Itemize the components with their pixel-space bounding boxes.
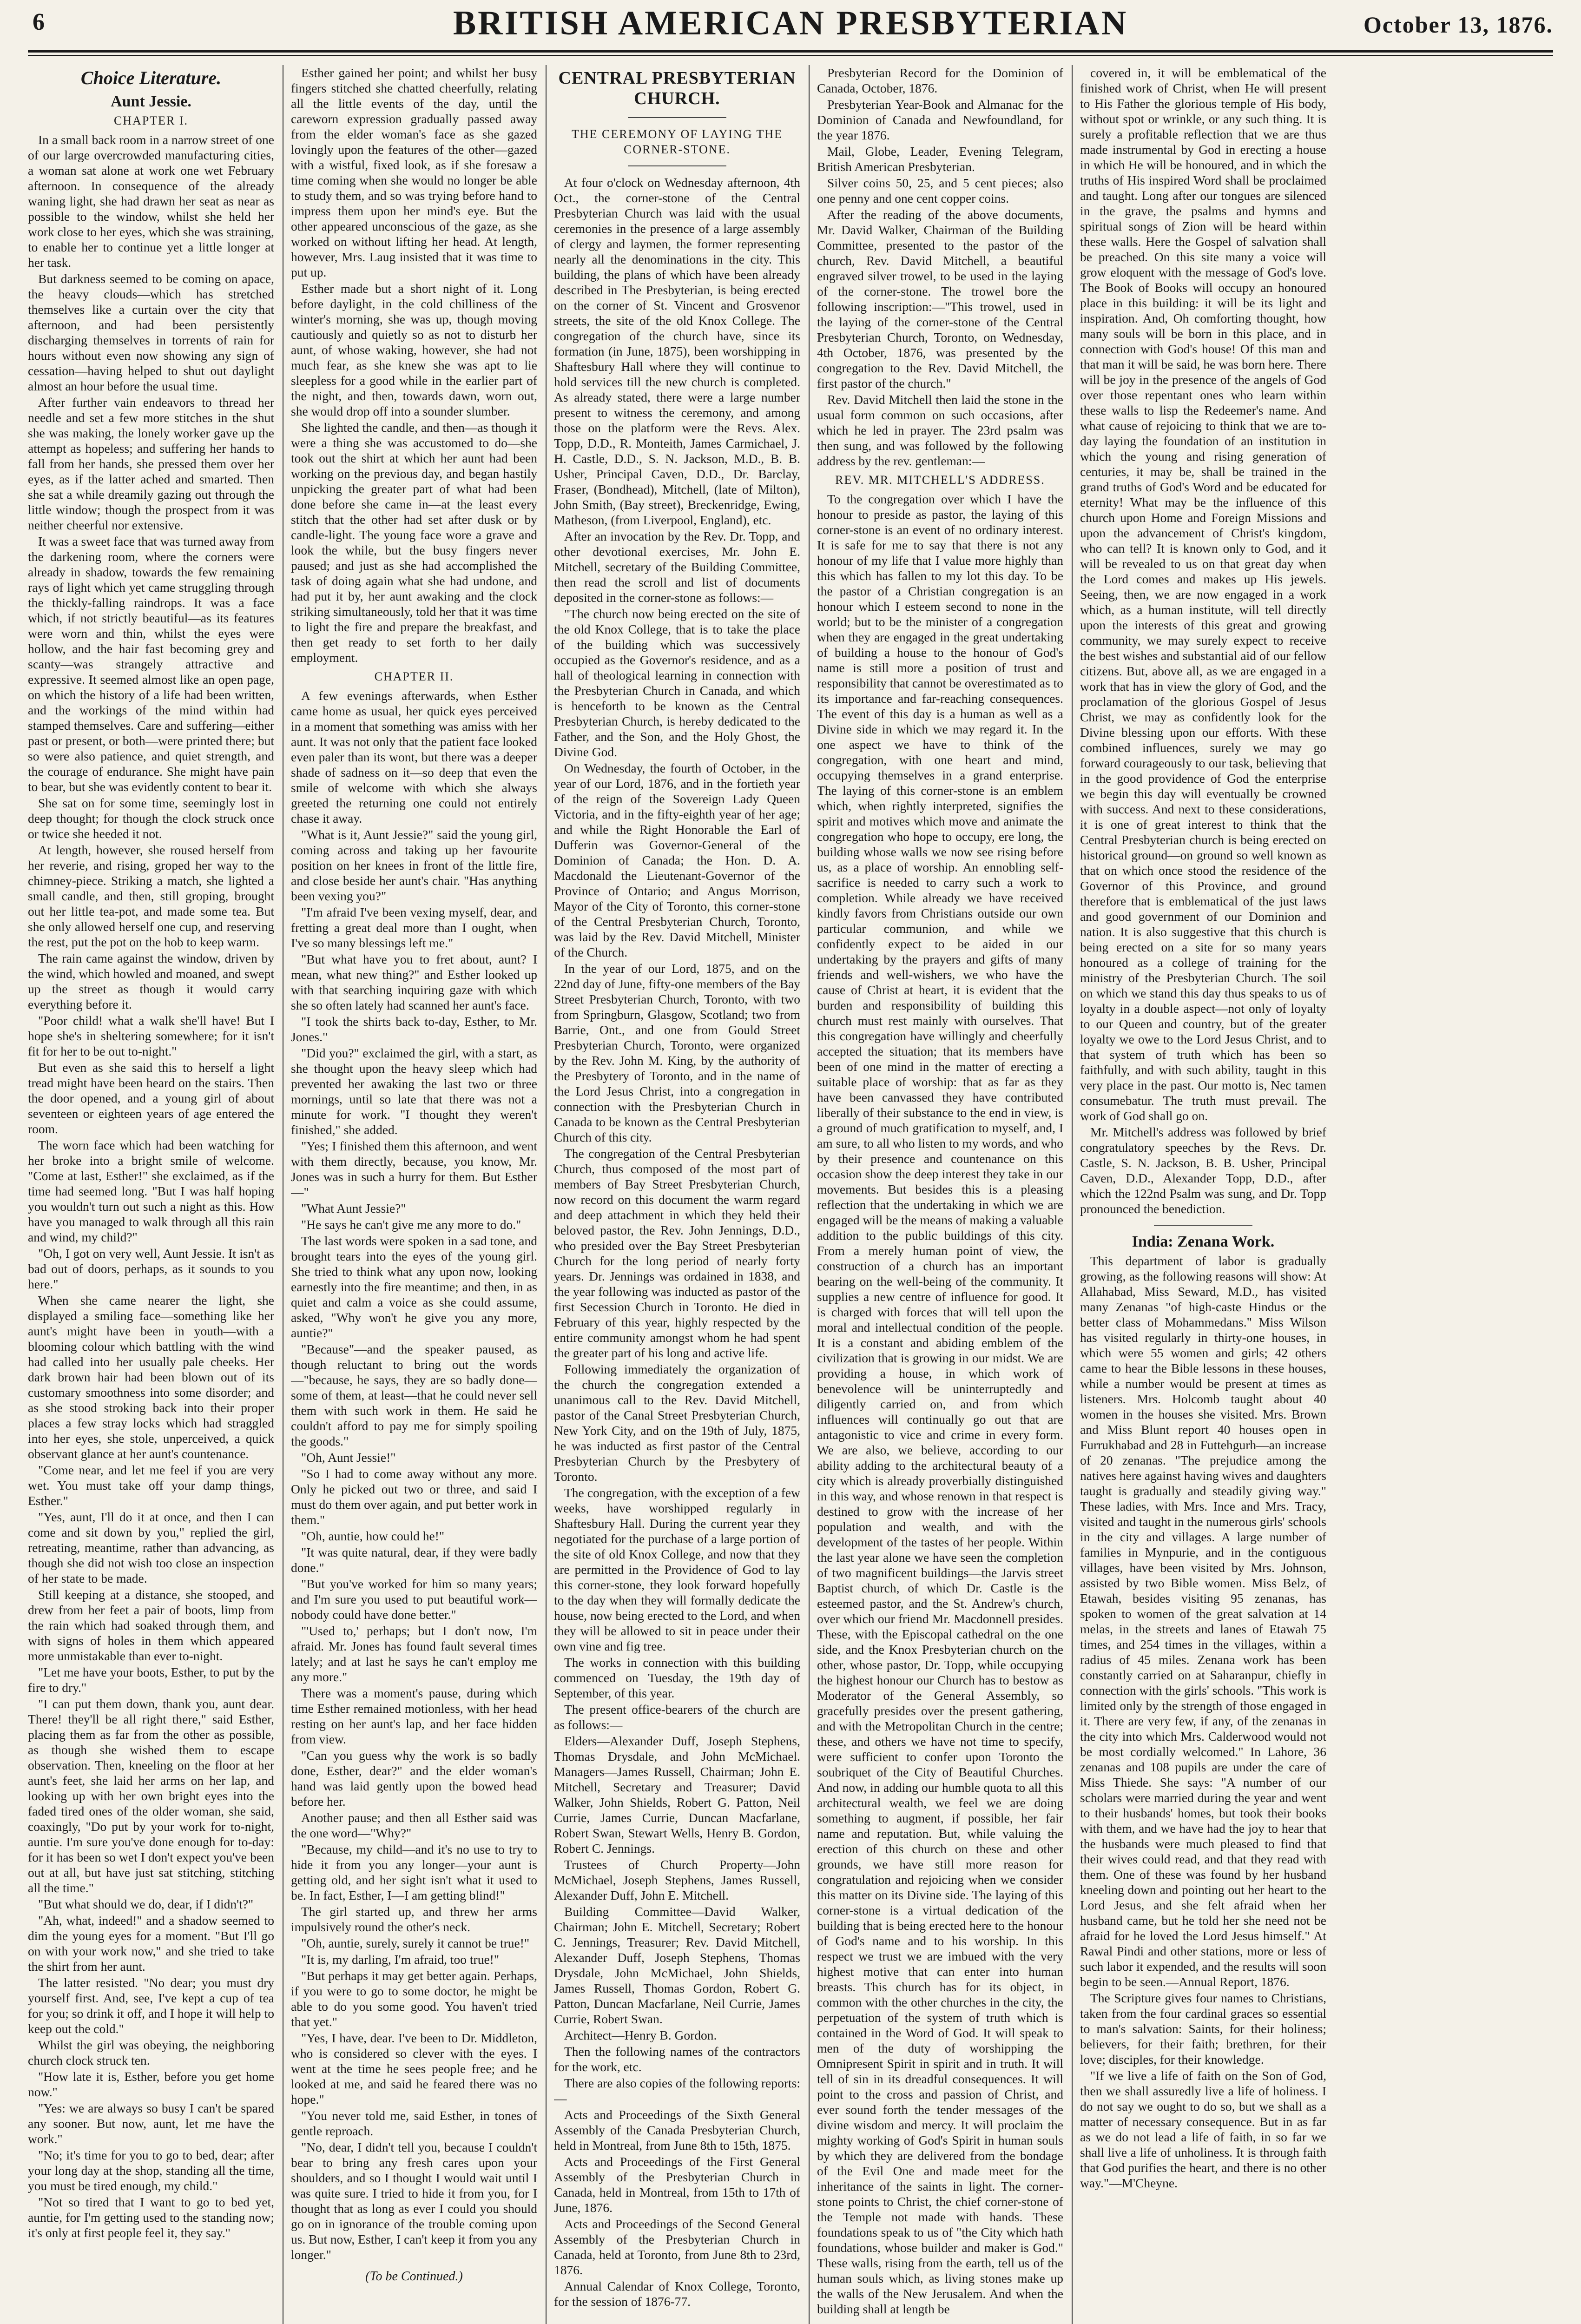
paragraph: "I took the shirts back to-day, Esther, to Mr. Jones." — [291, 1014, 537, 1044]
paragraph: "Not so tired that I want to go to bed yet, auntie, for I'm getting used to the standing now; it's only at first people feel it, they say." — [28, 2195, 274, 2240]
chapter-heading: CHAPTER II. — [374, 670, 454, 683]
paragraph: "But what have you to fret about, aunt? I mean, what new thing?" and Esther looked up with that searching inquiring gaze with which she so often lately had scanned her aunt's face. — [291, 952, 537, 1012]
paragraph: Then the following names of the contractors for the work, etc. — [554, 2044, 800, 2074]
paragraph: Acts and Proceedings of the Second General Assembly of the Presbyterian Church in Canada, held at Toronto, from June 8th to 23rd, 1876. — [554, 2217, 800, 2277]
paragraph: Elders—Alexander Duff, Joseph Stephens, Thomas Drysdale, and John McMichael. Managers—James Russell, Chairman; John E. Mitchell, Secretary and Treasurer; David Walker, John Shields, Robert G. Patton, Neil Currie, James Currie, Duncan Macfarlane, Robert Swan, Stewart Wells, Henry B. Gordon, Robert C. Jennings. — [554, 1734, 800, 1855]
column-body — [817, 65, 1063, 2317]
paragraph: In the year of our Lord, 1875, and on the 22nd day of June, fifty-one members of the Bay Street Presbyterian Church, Toronto, with two from Springburn, Glasgow, Scotland; two from Barrie, Ont., and one from Gould Street Presbyterian Church, Toronto, were organized by the Rev. John M. King, by the authority of the Presbytery of Toronto, and in the name of the Lord Jesus Christ, into a congregation in connection with the Presbyterian Church in Canada to be known as the Central Presbyterian Church of this city. — [554, 961, 800, 1144]
paragraph: "Because"—and the speaker paused, as though reluctant to bring out the words—"because, he says, they are so badly done—some of them, at least—that he could never sell them with such work in them. He said he couldn't afford to pay me for simply spoiling the goods." — [291, 1342, 537, 1448]
paragraph: It was a sweet face that was turned away from the darkening room, where the corners were already in shadow, towards the few remaining rays of light which yet came struggling through the thickly-falling raindrops. It was a face which, if not strictly beautiful—as its features were worn and thin, whilst the eyes were hollow, and the hair fast becoming grey and scanty—was strangely attractive and expressive. It seemed almost like an open page, on which the history of a life had been written, and the workings of the mind within had stamped themselves. Care and suffering—either past or present, or both—were printed there; but so were also patience, and quiet strength, and the courage of endurance. She might have pain to bear, but she was evidently content to bear it. — [28, 534, 274, 794]
paragraph: Esther made but a short night of it. Long before daylight, in the cold chilliness of the winter's morning, she was up, though moving cautiously and quietly so as not to disturb her aunt, of whose waking, however, she had not much fear, as she knew she was apt to lie sleepless for a good while in the earlier part of the night, and then, towards dawn, worn out, she would drop off into a sounder slumber. — [291, 281, 537, 418]
column-body — [1080, 65, 1326, 2191]
paragraph: "Did you?" exclaimed the girl, with a start, as she thought upon the heavy sleep which had prevented her awaking the last two or three mornings, until so late that there was not a minute for work. "I thought they weren't finished," she added. — [291, 1046, 537, 1137]
paragraph: The worn face which had been watching for her broke into a bright smile of welcome. "Come at last, Esther!" she exclaimed, as if the time had seemed long. "But I was half hoping you wouldn't turn out such a night as this. How have you managed to walk through all this rain and wind, my child?" — [28, 1138, 274, 1244]
column-5 — [1080, 65, 1326, 2324]
paragraph: The girl started up, and threw her arms impulsively round the other's neck. — [291, 1904, 537, 1934]
paragraph: "Yes; I finished them this afternoon, and went with them directly, because, you know, Mr. Jones was in such a hurry for them. But Esther—" — [291, 1139, 537, 1199]
paragraph: "Let me have your boots, Esther, to put by the fire to dry." — [28, 1665, 274, 1695]
paragraph: "How late it is, Esther, before you get home now." — [28, 2069, 274, 2099]
story-title: Aunt Jessie. — [111, 93, 191, 110]
column-rule — [809, 65, 810, 2324]
paragraph: "It was quite natural, dear, if they were badly done." — [291, 1545, 537, 1575]
paragraph: "Oh, auntie, surely, surely it cannot be true!" — [301, 1936, 530, 1950]
paragraph: Another pause; and then all Esther said was the one word—"Why?" — [291, 1810, 537, 1840]
paragraph: The works in connection with this building commenced on Tuesday, the 19th day of September, of this year. — [554, 1655, 800, 1700]
divider — [1154, 1225, 1252, 1226]
paragraph: Mail, Globe, Leader, Evening Telegram, British American Presbyterian. — [817, 144, 1063, 174]
column-3 — [554, 65, 800, 2324]
paragraph: "He says he can't give me any more to do." — [301, 1217, 521, 1232]
paragraph: The congregation, with the exception of a few weeks, have worshipped regularly in Shaftesbury Hall. During the current year they negotiated for the purchase of a large portion of the site of old Knox College, and now that they are permitted in the Providence of God to lay this corner-stone, they look forward hopefully to the day when they will formally dedicate the house, now being erected to the Lord, and when they will be allowed to sit in peace under their own vine and fig tree. — [554, 1486, 800, 1653]
paragraph: There was a moment's pause, during which time Esther remained motionless, with her head resting on her aunt's lap, and her face hidden from view. — [291, 1686, 537, 1746]
paragraph: Annual Calendar of Knox College, Toronto, for the session of 1876-77. — [554, 2279, 800, 2309]
paragraph: "It is, my darling, I'm afraid, too true!" — [301, 1952, 500, 1967]
paragraph: Silver coins 50, 25, and 5 cent pieces; also one penny and one cent copper coins. — [817, 176, 1063, 205]
masthead-rule-thin — [28, 55, 1553, 56]
paragraph: "Come near, and let me feel if you are very wet. You must take off your damp things, Esther." — [28, 1463, 274, 1508]
issue-date: October 13, 1876. — [1363, 12, 1553, 38]
paragraph: The last words were spoken in a sad tone, and brought tears into the eyes of the young girl. She tried to think what any upon now, looking earnestly into the fire meantime; and then, in as quiet and calm a voice as she could assume, asked, "Why won't he give you any more, auntie?" — [291, 1234, 537, 1340]
paragraph: "Oh, Aunt Jessie!" — [301, 1450, 396, 1465]
paragraph: "I can put them down, thank you, aunt dear. There! they'll be all right there," said Esther, placing them as far from the other as possible, as though she wished them to escape observation. Then, kneeling on the floor at her aunt's feet, she laid her arms on her lap, and looking up with her own bright eyes into the faded tired ones of the older woman, she said, coaxingly, "Do put by your work for to-night, auntie. I'm sure you've done enough for to-day: for it has been so wet I don't expect you've been out at all, but have just sat stitching, stitching all the time." — [28, 1697, 274, 1895]
paragraph: She lighted the candle, and then—as though it were a thing she was accustomed to do—she took out the shirt at which her aunt had been working on the previous day, and began hastily unpicking the greater part of what had been done before she came in—at the least every stitch that the other had set after dusk or by candle-light. The young face wore a grave and look the while, but the busy fingers never paused; and just as she had accomplished the task of doing again what she had undone, and had put it by, her aunt awaking and the clock striking simultaneously, told her that it was time to light the fire and prepare the breakfast, and then get ready to set forth to her daily employment. — [291, 420, 537, 665]
divider — [628, 165, 726, 166]
paragraph: At four o'clock on Wednesday afternoon, 4th Oct., the corner-stone of the Central Presbyterian Church was laid with the usual ceremonies in the presence of a large assembly of clergy and laymen, the former representing nearly all the denominations in the city. This building, the plans of which have been already described in The Presbyterian, is being erected on the corner of St. Vincent and Grosvenor streets, the site of the old Knox College. The congregation of the church have, since its formation (in June, 1875), been worshipping in Shaftesbury Hall where they will continue to hold services till the new church is completed. As already stated, there were a large number present to witness the ceremony, and among those on the platform were the Revs. Alex. Topp, D.D., R. Monteith, James Carmichael, J. H. Castle, D.D., S. N. Jackson, M.D., B. B. Usher, Principal Caven, D.D., Dr. Barclay, Fraser, (Bondhead), Mitchell, (late of Milton), John Smith, (Bay street), Breckenridge, Ewing, Matheson, (from Liverpool, England), etc. — [554, 175, 800, 527]
paragraph: On Wednesday, the fourth of October, in the year of our Lord, 1876, and in the fortieth year of the reign of the Sovereign Lady Queen Victoria, and in the fifty-eighth year of her age; and while the Right Honorable the Earl of Dufferin was Governor-General of the Dominion of Canada; the Hon. D. A. Macdonald the Lieutenant-Governor of the Province of Ontario; and Angus Morrison, Mayor of the City of Toronto, this corner-stone of the Central Presbyterian Church, Toronto, was laid by the Rev. David Mitchell, Minister of the Church. — [554, 761, 800, 959]
paragraph: "Oh, I got on very well, Aunt Jessie. It isn't as bad out of doors, perhaps, as it sounds to you here." — [28, 1246, 274, 1291]
paragraph: After the reading of the above documents, Mr. David Walker, Chairman of the Building Committee, presented to the pastor of the church, Rev. David Mitchell, a beautiful engraved silver trowel, to be used in the laying of the corner-stone. The trowel bore the following inscription:—"This trowel, used in the laying of the corner-stone of the Central Presbyterian Church, Toronto, on Wednesday, 4th October, 1876, was presented by the congregation to the Rev. David Mitchell, the first pastor of the church." — [817, 207, 1063, 390]
paragraph: "Yes: we are always so busy I can't be spared any sooner. But now, aunt, let me have the work." — [28, 2101, 274, 2146]
paragraph: "Ah, what, indeed!" and a shadow seemed to dim the young eyes for a moment. "But I'll go on with your work now," and she tried to take the shirt from her aunt. — [28, 1913, 274, 1974]
paragraph: Architect—Henry B. Gordon. — [564, 2028, 717, 2042]
paragraph: When she came nearer the light, she displayed a smiling face—something like her aunt's might have been in youth—with a blooming colour which battling with the wind had called into her usually pale cheeks. Her dark brown hair had been blown out of its customary smoothness into some disorder; and as she stood stroking back into their proper places a few stray locks which had straggled into her eyes, she stole, unperceived, a quick observant glance at her aunt's countenance. — [28, 1293, 274, 1461]
paragraph: "But you've worked for him so many years; and I'm sure you used to put beautiful work—nobody could have done better." — [291, 1577, 537, 1622]
paragraph: "But perhaps it may get better again. Perhaps, if you were to go to some doctor, he might be able to do you some good. You haven't tried that yet." — [291, 1968, 537, 2029]
paragraph: Still keeping at a distance, she stooped, and drew from her feet a pair of boots, limp from the rain which had soaked through them, and with signs of holes in them which appeared more unmistakable than ever to-night. — [28, 1587, 274, 1663]
paragraph: Acts and Proceedings of the Sixth General Assembly of the Canada Presbyterian Church, held in Montreal, from June 8th to 15th, 1875. — [554, 2107, 800, 2152]
paragraph: To the congregation over which I have the honour to preside as pastor, the laying of this corner-stone is an event of no ordinary interest. It is safe for me to say that there is not any honour of my life that I value more highly than this which has fallen to my lot this day. To be the pastor of a Christian congregation is an honour which I esteem second to none in the world; but to be the minister of a congregation when they are engaged in the great undertaking of building a house to the honour of God's name is still more a position of trust and responsibility that cannot be overestimated as to its importance and far-reaching consequences. The event of this day is a human as well as a Divine side in which we may regard it. In the one aspect we have to think of the congregation, with one heart and mind, occupying themselves in a grand enterprise. The laying of this corner-stone is an emblem which, when rightly interpreted, signifies the spirit and motives which move and animate the congregation who hope to occupy, ere long, the building whose walls we now see rising before us, as a place of worship. An ennobling self-sacrifice is needed to carry such a work to completion. While already we have received kindly favors from Christians outside our own particular communion, and while we confidently expect to be aided in our undertaking by the prayers and gifts of many friends and well-wishers, we who have the cause of Christ at heart, it is evident that the burden and responsibility of building this church must rest mainly with ourselves. That this congregation have willingly and cheerfully accepted the situation; that its members have been of one mind in the matter of erecting a suitable place of worship: that as far as they have been canvassed they have contributed liberally of their substance to the end in view, is a ground of much gratification to myself, and, I am sure, to all who listen to my words, and who by their presence and countenance on this occasion show the deep interest they take in our movements. But besides this is a pleasing reflection that the undertaking in which we are engaged will be the means of making a valuable addition to the public buildings of this city. From a merely human point of view, the construction of a church has an important bearing on the well-being of the community. It supplies a new centre of influence for good. It is charged with forces that will tell upon the moral and intellectual condition of the people. It is a constant and abiding emblem of the civilization that is growing in our midst. We are providing a house, in which work of benevolence will be uninterruptedly and diligently carried on, and from which influences will continually go out that are antagonistic to vice and crime in every form. We are also, we believe, according to our ability adding to the architectural beauty of a city which is already proverbially distinguished in this way, and whose renown in that respect is destined to grow with the increase of her population and wealth, and with the development of the tastes of her people. Within the last year alone we have seen the completion of two magnificent buildings—the Jarvis street Baptist church, of which Dr. Castle is the esteemed pastor, and the St. Andrew's church, over which our friend Mr. Macdonnell presides. These, with the Episcopal cathedral on the one side, and the Knox Presbyterian church on the other, whose pastor, Dr. Topp, while occupying the highest honour our Church has to bestow as Moderator of the General Assembly, so gracefully presides over the present gathering, and with the Metropolitan Church in the centre; these, and others we have not time to specify, were sufficient to confer upon Toronto the soubriquet of the City of Beautiful Churches. And now, in adding our humble quota to all this architectural wealth, we feel we are doing something to augment, if possible, her fair name and reputation. But, while valuing the erection of this church on these and other grounds, we have still more reason for congratulation and rejoicing when we consider this matter on its Divine side. The laying of this corner-stone is a virtual dedication of the building that is being erected here to the honour of God's name and to his worship. In this respect we trust we are imbued with the very highest motive that can enter into human breasts. This church has for its object, in common with the other churches in the city, the perpetuation of the system of truth which is contained in the Word of God. It will speak to men of the duty of worshipping the Omnipresent Spirit in spirit and in truth. It will tell of sin in its dreadful consequences. It will point to the cross and passion of Christ, and ever sound forth the tender messages of the divine wisdom and mercy. It will proclaim the mighty working of God's Spirit in human souls by which they are delivered from the bondage of the Evil One and made meet for the inheritance of the saints in light. The corner-stone points to Christ, the chief corner-stone of the Temple not made with hands. These foundations speak to us of "the City which hath foundations, whose builder and maker is God." These walls, rising from the earth, tell us of the human souls which, as living stones make up the walls of the New Jerusalem. And when the building shall at length be — [817, 492, 1063, 2316]
paragraph: She sat on for some time, seemingly lost in deep thought; for though the clock struck once or twice she heeded it not. — [28, 796, 274, 841]
column-body — [554, 175, 800, 2309]
paragraph: At length, however, she roused herself from her reverie, and rising, groped her way to the chimney-piece. Striking a match, she lighted a small candle, and then, still groping, brought out her little tea-pot, and made some tea. But she only allowed herself one cup, and reserving the rest, put the pot on the hob to keep warm. — [28, 843, 274, 949]
paragraph: The rain came against the window, driven by the wind, which howled and moaned, and swept up the street as though it would carry everything before it. — [28, 951, 274, 1011]
paragraph: Rev. David Mitchell then laid the stone in the usual form common on such occasions, after which he led in prayer. The 23rd psalm was then sung, and was followed by the following address by the rev. gentleman:— — [817, 392, 1063, 468]
paragraph: "Oh, auntie, how could he!" — [301, 1529, 445, 1543]
paragraph: covered in, it will be emblematical of the finished work of Christ, when He will present to His Father the glorious temple of His body, without spot or wrinkle, or any such thing. It is surely a profitable reflection that we are thus made instrumental by God in erecting a house in which He will be honoured, and in which the truths of His inspired Word shall be proclaimed and taught. Long after our tongues are silenced in the grave, the psalms and hymns and spiritual songs of Zion will be heard within these walls. Here the Gospel of salvation shall be preached. On this site many a voice will grow eloquent with the message of God's love. The Book of Books will occupy an honoured place in this building: it will be its light and inspiration. And, Oh comforting thought, how many souls will be born in this place, and in connection with God's house! Of this man and that man it will be said, he was born here. There will be joy in the presence of the angels of God over those repentant ones who learn within these walls to lisp the Redeemer's name. And what cause of rejoicing to think that we are to-day laying the foundation of an institution in which the young and rising generation of centuries, it may be, shall be trained in the grand truths of God's Word and be educated for eternity! What may be the influence of this church upon Home and Foreign Missions and upon the advancement of Christ's kingdom, who can tell? It is known only to God, and it will be revealed to us on that great day when the Lord comes and makes up His jewels. Seeing, then, we are now engaged in a work which, as a human institute, will tell directly upon the interests of this great and growing community, we may surely expect to receive the best wishes and substantial aid of our fellow citizens. But, above all, as we are engaged in a work that has in view the glory of God, and the proclamation of the glorious Gospel of Jesus Christ, we may as confidently look for the Divine blessing upon our efforts. With these combined influences, surely we may go forward courageously to our task, believing that in the good providence of God the enterprise we begin this day will eventually be crowned with success. And next to these considerations, it is one of great interest to think that the Central Presbyterian church is being erected on historical ground—on ground so well known as that on which once stood the residence of the Governor of this Province, and ground therefore that is emblematical of the just laws and good government of our Dominion and nation. It is also suggestive that this church is being erected on a site for so many years honoured as a college of training for the ministry of the Presbyterian Church. The soil on which we stand this day thus speaks to us of loyalty in a double aspect—not only of loyalty to our Queen and country, but of the greater loyalty we owe to the Lord Jesus Christ, and to that system of truth which has been so faithfully, and with such ability, taught in this very place in the past. Our motto is, Nec tamen consumebatur. The truth must prevail. The work of God shall go on. — [1080, 66, 1326, 1123]
paragraph: Presbyterian Record for the Dominion of Canada, October, 1876. — [817, 66, 1063, 95]
columns — [28, 65, 1553, 2324]
paragraph: After an invocation by the Rev. Dr. Topp, and other devotional exercises, Mr. John E. Mitchell, secretary of the Building Committee, then read the scroll and list of documents deposited in the corner-stone as follows:— — [554, 529, 800, 605]
paragraph: "Yes, aunt, I'll do it at once, and then I can come and sit down by you," replied the girl, retreating, meantime, rather than advancing, as though she did not wish too close an inspection of her state to be made. — [28, 1510, 274, 1585]
paragraph: "Because, my child—and it's no use to try to hide it from you any longer—your aunt is getting old, and her sight isn't what it used to be. In fact, Esther, I—I am getting blind!" — [291, 1842, 537, 1902]
paragraph: Whilst the girl was obeying, the neighboring church clock struck ten. — [28, 2038, 274, 2067]
column-1 — [28, 65, 274, 2324]
paragraph: "You never told me, said Esther, in tones of gentle reproach. — [291, 2108, 537, 2138]
paragraph: Following immediately the organization of the church the congregation extended a unanimous call to the Rev. David Mitchell, pastor of the Canal Street Presbyterian Church, New York City, and on the 19th of July, 1875, he was inducted as first pastor of the Central Presbyterian Church by the Presbytery of Toronto. — [554, 1362, 800, 1484]
paragraph: But darkness seemed to be coming on apace, the heavy clouds—which has stretched themselves like a curtain over the city that afternoon, and had been persistently discharging themselves in torrents of rain for hours without even now showing any sign of cessation—having helped to shut out daylight almost an hour before the usual time. — [28, 271, 274, 393]
paragraph: Building Committee—David Walker, Chairman; John E. Mitchell, Secretary; Robert C. Jennings, Treasurer; Rev. David Mitchell, Alexander Duff, Joseph Stephens, Thomas Drysdale, John McMichael, John Shields, James Russell, Thomas Gordon, Robert G. Patton, Duncan Macfarlane, Neil Currie, James Currie, Robert Swan. — [554, 1904, 800, 2026]
divider — [628, 117, 726, 118]
column-4 — [817, 65, 1063, 2324]
paragraph: "Yes, I have, dear. I've been to Dr. Middleton, who is considered so clever with the eyes. I went at the time he sees people free; and he looked at me, and said he feared there was no hope." — [291, 2031, 537, 2106]
section-heading: Choice Literature. — [80, 67, 222, 88]
paragraph: The latter resisted. "No dear; you must dry yourself first. And, see, I've kept a cup of tea for you; so drink it off, and I hope it will help to keep out the cold." — [28, 1975, 274, 2036]
paragraph: After further vain endeavors to thread her needle and set a few more stitches in the shut she was making, the lonely worker gave up the attempt as hopeless; and suffering her hands to fall from her hands, she pressed them over her eyes, as if the latter ached and smarted. Then she sat a while dreamily gazing out through the little window; though the prospect from it was neither cheerful nor extensive. — [28, 395, 274, 532]
paragraph: In a small back room in a narrow street of one of our large overcrowded manufacturing cities, a woman sat alone at work one wet February afternoon. In consequence of the already waning light, she had drawn her seat as near as possible to the window, whilst she held her work close to her eyes, which she was straining, to enable her to continue yet a little longer at her task. — [28, 132, 274, 270]
paragraph: The Scripture gives four names to Christians, taken from the four cardinal graces so essential to man's salvation: Saints, for their holiness; believers, for their faith; brethren, for their love; disciples, for their knowledge. — [1080, 1991, 1326, 2067]
paragraph: Presbyterian Year-Book and Almanac for the Dominion of Canada and Newfoundland, for the year 1876. — [817, 97, 1063, 142]
paragraph: "No; it's time for you to go to bed, dear; after your long day at the shop, standing all the time, you must be tired enough, my child." — [28, 2148, 274, 2193]
continued-note: (To be Continued.) — [365, 2269, 463, 2284]
newspaper-title: BRITISH AMERICAN PRESBYTERIAN — [453, 4, 1128, 42]
article-heading: CENTRAL PRESBYTERIAN CHURCH. — [558, 68, 796, 108]
column-body — [291, 65, 537, 2262]
paragraph: Trustees of Church Property—John McMichael, Joseph Stephens, James Russell, Alexander Duff, John E. Mitchell. — [554, 1857, 800, 1902]
paragraph: "So I had to come away without any more. Only he picked out two or three, and said I must do them over again, and put better work in them." — [291, 1466, 537, 1527]
paragraph: "What is it, Aunt Jessie?" said the young girl, coming across and taking up her favourite position on her knees in front of the little fire, and close beside her aunt's chair. "Has anything been vexing you?" — [291, 827, 537, 903]
column-rule — [1072, 65, 1073, 2324]
column-body — [28, 132, 274, 2240]
paragraph: "If we live a life of faith on the Son of God, then we shall assuredly live a life of holiness. I do not say we ought to do so, but we shall as a matter of necessary consequence. But in as far as we do not lead a life of faith, in so far we shall live a life of unholiness. It is through faith that God purifies the heart, and there is no other way."—M'Cheyne. — [1080, 2068, 1326, 2190]
article-heading: India: Zenana Work. — [1132, 1233, 1275, 1250]
paragraph: "Can you guess why the work is so badly done, Esther, dear?" and the elder woman's hand was laid gently upon the bowed head before her. — [291, 1748, 537, 1809]
paragraph: "The church now being erected on the site of the old Knox College, that is to take the place of the building which was successively occupied as the Governor's residence, and as a hall of theological learning in connection with the Presbyterian Church in Canada, and which is henceforth to be known as the Central Presbyterian Church, is hereby dedicated to the Father, and the Son, and the Holy Ghost, the Divine God. — [554, 607, 800, 759]
paragraph: The congregation of the Central Presbyterian Church, thus composed of the most part of members of Bay Street Presbyterian Church, now record on this document the warm regard and deep attachment in which they held their beloved pastor, the Rev. John Jennings, D.D., who presided over the Bay Street Presbyterian Church for the long period of nearly forty years. Dr. Jennings was ordained in 1838, and the year following was inducted as pastor of the first Secession Church in Toronto. He died in February of this year, highly respected by the entire community amongst whom he had spent the greater part of his long and active life. — [554, 1146, 800, 1360]
column-2 — [291, 65, 537, 2324]
paragraph: This department of labor is gradually growing, as the following reasons will show: At Allahabad, Miss Seward, M.D., has visited many Zenanas "of high-caste Hindus or the better class of Mohammedans." Miss Wilson has visited regularly in thirty-one houses, in which were 55 women and girls; 42 others came to hear the Bible lessons in these houses, while a number would be present at times as listeners. Mrs. Holcomb taught about 40 women in the houses she visited. Mrs. Brown and Miss Blunt report 40 houses open in Furrukhabad and 28 in Futtehgurh—an increase of 20 zenanas. "The prejudice among the natives here against having wives and daughters taught is gradually and steadily giving way." These ladies, with Mrs. Ince and Mrs. Tracy, visited and taught in the numerous girls' schools in the city and villages. A large number of families in Mynpurie, and in the contiguous villages, have been visited by Mrs. Johnson, assisted by two Bible women. Miss Belz, of Etawah, besides visiting 95 zenanas, has spoken to women of the great salvation at 14 melas, in the streets and lanes of Etawah 75 times, and 254 times in the villages, within a radius of 45 miles. Zenana work has been constantly carried on at Saharanpur, chiefly in connection with the girls' schools. "This work is limited only by the strength of those engaged in it. There are very few, if any, of the zenanas in the city into which Mrs. Calderwood would not be most cordially welcomed." In Lahore, 36 zenanas and 108 pupils are under the care of Miss Thiede. She says: "A number of our scholars were married during the year and went to their husbands' homes, but took their books with them, and we have had the joy to hear that the husbands were much pleased to find that their wives could read, and that they read with them. One of these was found by her husband kneeling down and pointing out her heart to the Lord Jesus, and she felt afraid when her husband came, but he told her she need not be afraid for he loved the Lord Jesus himself." At Rawal Pindi and other stations, more or less of such labor it expended, and the results will soon begin to be seen.—Annual Report, 1876. — [1080, 1254, 1326, 1989]
article-subheading: THE CEREMONY OF LAYING THE CORNER-STONE. — [571, 127, 783, 156]
page-number: 6 — [33, 9, 45, 35]
paragraph: Acts and Proceedings of the First General Assembly of the Presbyterian Church in Canada, held in Montreal, from 15th to 17th of June, 1876. — [554, 2154, 800, 2215]
paragraph: "'Used to,' perhaps; but I don't now, I'm afraid. Mr. Jones has found fault several times lately; and at last he says he can't employ me any more." — [291, 1624, 537, 1684]
paragraph: There are also copies of the following reports:— — [554, 2076, 800, 2106]
paragraph: "What Aunt Jessie?" — [301, 1201, 406, 1215]
paragraph: "No, dear, I didn't tell you, because I couldn't bear to bring any fresh cares upon your shoulders, and so I thought I would wait until I was quite sure. I tried to hide it from you, for I thought that as long as ever I could you should go on in ignorance of the trouble coming upon us. But now, Esther, I can't keep it from you any longer." — [291, 2140, 537, 2262]
masthead — [0, 0, 1581, 56]
address-heading: REV. MR. MITCHELL'S ADDRESS. — [835, 473, 1045, 487]
paragraph: The present office-bearers of the church are as follows:— — [554, 1702, 800, 1732]
paragraph: Esther gained her point; and whilst her busy fingers stitched she chatted cheerfully, relating all the little events of the day, until the careworn expression gradually passed away from the elder woman's face as she gazed lovingly upon the features of the other—gazed with a wistful, fixed look, as if she foresaw a time coming when she would no longer be able to study them, and so was trying before hand to impress them upon her mind's eye. But the other appeared unconscious of the gaze, as she worked on without lifting her head. At length, however, Mrs. Laug insisted that it was time to put up. — [291, 66, 537, 279]
paragraph: "Poor child! what a walk she'll have! But I hope she's in sheltering somewhere; for it isn't fit for her to be out to-night." — [28, 1013, 274, 1058]
chapter-heading: CHAPTER I. — [113, 114, 189, 127]
paragraph: Mr. Mitchell's address was followed by brief congratulatory speeches by the Revs. Dr. Castle, S. N. Jackson, B. B. Usher, Principal Caven, D.D., Alexander Topp, D.D., after which the 122nd Psalm was sung, and Dr. Topp pronounced the benediction. — [1080, 1125, 1326, 1216]
paragraph: "But what should we do, dear, if I didn't?" — [38, 1897, 254, 1911]
paragraph: "I'm afraid I've been vexing myself, dear, and fretting a great deal more than I ought, when I've so many blessings left me." — [291, 905, 537, 950]
column-rule — [546, 65, 547, 2324]
paragraph: A few evenings afterwards, when Esther came home as usual, her quick eyes perceived in a moment that something was amiss with her aunt. It was not only that the patient face looked even paler than its wont, but there was a deeper shade of sadness on it—so deep that even the smile of welcome with which she always greeted the returning one could not entirely chase it away. — [291, 688, 537, 825]
masthead-rule — [28, 50, 1553, 53]
paragraph: But even as she said this to herself a light tread might have been heard on the stairs. Then the door opened, and a young girl of about seventeen or eighteen years of age entered the room. — [28, 1060, 274, 1136]
